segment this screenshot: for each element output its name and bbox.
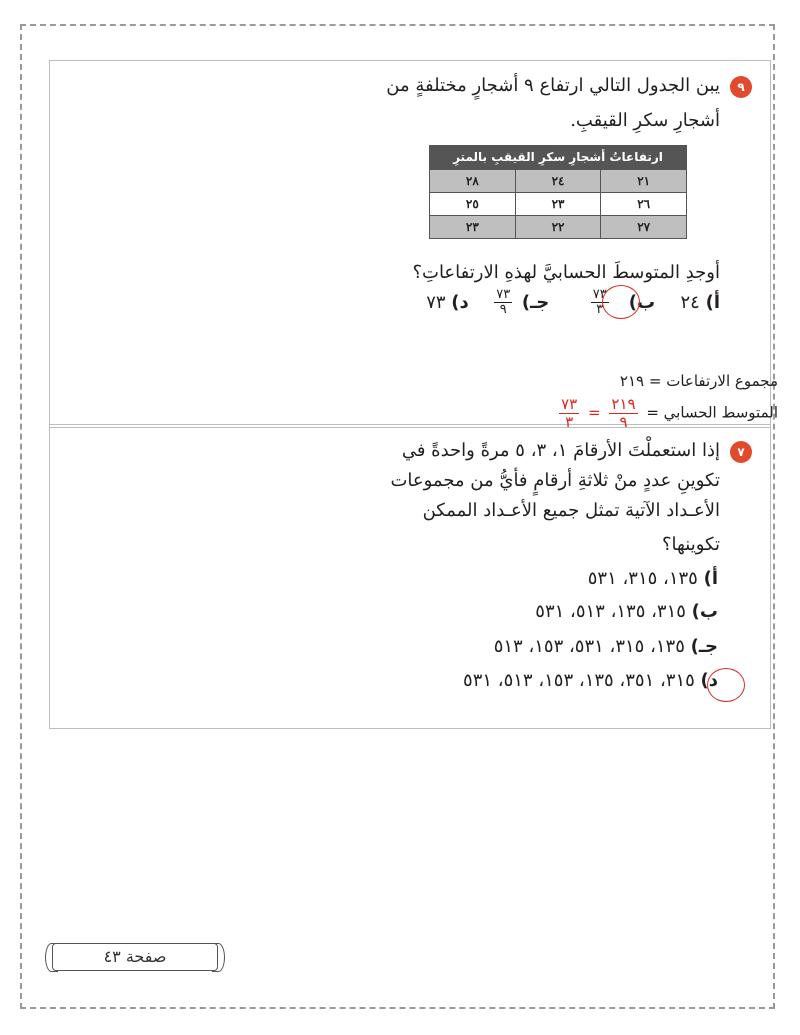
answer-circle-q9: [602, 285, 640, 319]
table-row: [430, 193, 687, 216]
q7-option-c-letter: جـ): [690, 636, 718, 657]
option-b-numerator: ٧٣: [592, 287, 607, 302]
q7-option-a-letter: أ): [703, 568, 718, 589]
table-caption: ارتفاعاتُ أشجارِ سكرِ القيقبِ بالمترِ: [429, 145, 687, 169]
table-cell: ٢٥: [430, 193, 516, 216]
solution-fraction-1: [609, 396, 637, 430]
q7-option-d-letter: د): [700, 670, 718, 691]
table-cell: ٢٣: [515, 193, 601, 216]
option-c-numerator: ٧٣: [496, 287, 511, 302]
table-row: [430, 170, 687, 193]
question-9-stem-line1: يبن الجدول التالي ارتفاع ٩ أشجارٍ مختلفةٍ من: [386, 75, 720, 96]
table-cell: ٢٣: [430, 216, 516, 239]
option-a-letter: أ): [705, 291, 720, 313]
heights-table: [429, 145, 687, 239]
table-cell: ٢١: [601, 170, 687, 193]
question-9-badge: ٩: [730, 76, 752, 98]
option-d[interactable]: [426, 292, 469, 313]
solution-equals: =: [588, 403, 601, 422]
question-9-prompt: أوجدِ المتوسطَ الحسابيَّ لهذهِ الارتفاعاتِ؟: [412, 262, 720, 283]
answer-circle-q7: [707, 668, 745, 702]
solution-fraction-2: [559, 396, 579, 430]
q7-option-d[interactable]: [463, 670, 718, 691]
option-c[interactable]: [490, 287, 550, 318]
q7-option-c-value: ١٣٥، ٣١٥، ٥٣١، ١٥٣، ٥١٣: [493, 636, 685, 657]
table-cell: ٢٤: [515, 170, 601, 193]
table-cell: ٢٧: [601, 216, 687, 239]
solution-sum: مجموع الارتفاعات = ٢١٩: [619, 372, 778, 390]
table-cell: ٢٦: [601, 193, 687, 216]
option-c-fraction: [494, 288, 512, 318]
page-number-tab: صفحة ٤٣: [52, 943, 218, 971]
question-9-stem-line2: أشجارِ سكرِ القيقبِ.: [570, 110, 720, 131]
question-7-stem-line3: الأعـداد الآتية تمثل جميع الأعـداد الممكن: [422, 500, 720, 521]
option-b-letter: ب): [628, 291, 656, 313]
q7-option-d-value: ٣١٥، ٣٥١، ١٣٥، ١٥٣، ٥١٣، ٥٣١: [463, 670, 695, 691]
q7-option-b[interactable]: [535, 601, 718, 622]
table-cell: ٢٨: [430, 170, 516, 193]
question-7-stem-line4: تكوينها؟: [661, 534, 720, 555]
question-7-badge: ٧: [730, 441, 752, 463]
solution-mean: [555, 396, 778, 430]
q7-option-b-letter: ب): [691, 601, 718, 622]
option-a-value: ٢٤: [680, 291, 700, 313]
table-row: [430, 216, 687, 239]
option-a[interactable]: [681, 292, 720, 313]
question-7-stem-line1: إذا استعملْتَ الأرقامَ ١، ٣، ٥ مرةً واحدةً في: [401, 440, 720, 461]
option-b-denominator: ٣: [596, 302, 604, 318]
q7-option-b-value: ٣١٥، ١٣٥، ٥١٣، ٥٣١: [535, 601, 686, 622]
solution-numerator-1: ٢١٩: [611, 395, 636, 413]
solution-mean-label: المتوسط الحسابي =: [646, 403, 778, 422]
solution-denominator-1: ٩: [619, 412, 628, 431]
q7-option-a[interactable]: [588, 568, 718, 589]
option-d-letter: د): [451, 291, 469, 313]
question-9-options: [426, 288, 720, 318]
solution-numerator-2: ٧٣: [561, 395, 578, 413]
table-cell: ٢٢: [515, 216, 601, 239]
q7-option-a-value: ١٣٥، ٣١٥، ٥٣١: [587, 568, 698, 589]
option-c-letter: جـ): [521, 291, 550, 313]
solution-denominator-2: ٣: [565, 412, 574, 431]
q7-option-c[interactable]: [494, 636, 718, 657]
question-7-stem-line2: تكوينِ عددٍ منْ ثلاثةِ أرقامٍ فأيُّ من مجموعات: [390, 470, 720, 491]
option-d-value: ٧٣: [426, 291, 446, 313]
option-c-denominator: ٩: [499, 302, 507, 318]
